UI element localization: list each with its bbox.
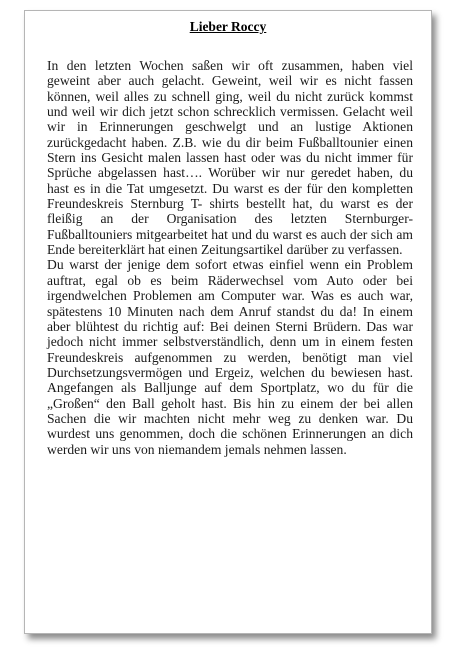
letter-title-text: Lieber Roccy — [189, 19, 267, 34]
letter-body — [47, 58, 413, 457]
letter-paragraph-1: In den letzten Wochen saßen wir oft zusammen, haben viel geweint aber auch gelacht. Geweint, weil wir es nicht fassen können, weil alles zu schnell ging, weil du nicht zurück kommst und weil wir dich jetzt schon schrecklich vermissen. Gelacht weil wir in Erinnerungen geschwelgt und an lustige Aktionen zurückgedacht haben. Z.B. wie du dir beim Fußballtounier einen Stern ins Gesicht malen lassen hast oder was du nicht immer für Sprüche abgelassen hast…. Worüber wir nur geredet haben, du hast es in die Tat umgesetzt. Du warst es der für den kompletten Freundeskreis Sternburg T- shirts bestellt hat, du warst es der fleißig an der Organisation des letzten Sternburger- Fußballtouniers mitgearbeitet hat und du warst es auch der sich am Ende bereiterklärt hat einen Zeitungsartikel darüber zu verfassen. — [47, 58, 413, 258]
letter-paragraph-2: Du warst der jenige dem sofort etwas einfiel wenn ein Problem auftrat, egal ob es beim Räderwechsel vom Auto oder bei irgendwelchen Problemen am Computer war. Was es auch war, spätestens 10 Minuten nach dem Anruf standst du da! In einem aber blühtest du richtig auf: Bei deinen Sterni Brüdern. Das war jedoch nicht immer selbstverständlich, denn um in einem festen Freundeskreis aufgenommen zu werden, benötigt man viel Durchsetzungsvermögen und Ergeiz, welchen du bewiesen hast. Angefangen als Balljunge auf dem Sportplatz, wo du für die „Großen“ den Ball geholt hast. Bis hin zu einem der bei allen Sachen die wir machten nicht mehr weg zu denken war. Du wurdest uns genommen, doch die schönen Erinnerungen an dich werden wir uns von niemandem jemals nehmen lassen. — [47, 257, 413, 457]
letter-page — [24, 10, 432, 634]
letter-title — [25, 19, 431, 35]
